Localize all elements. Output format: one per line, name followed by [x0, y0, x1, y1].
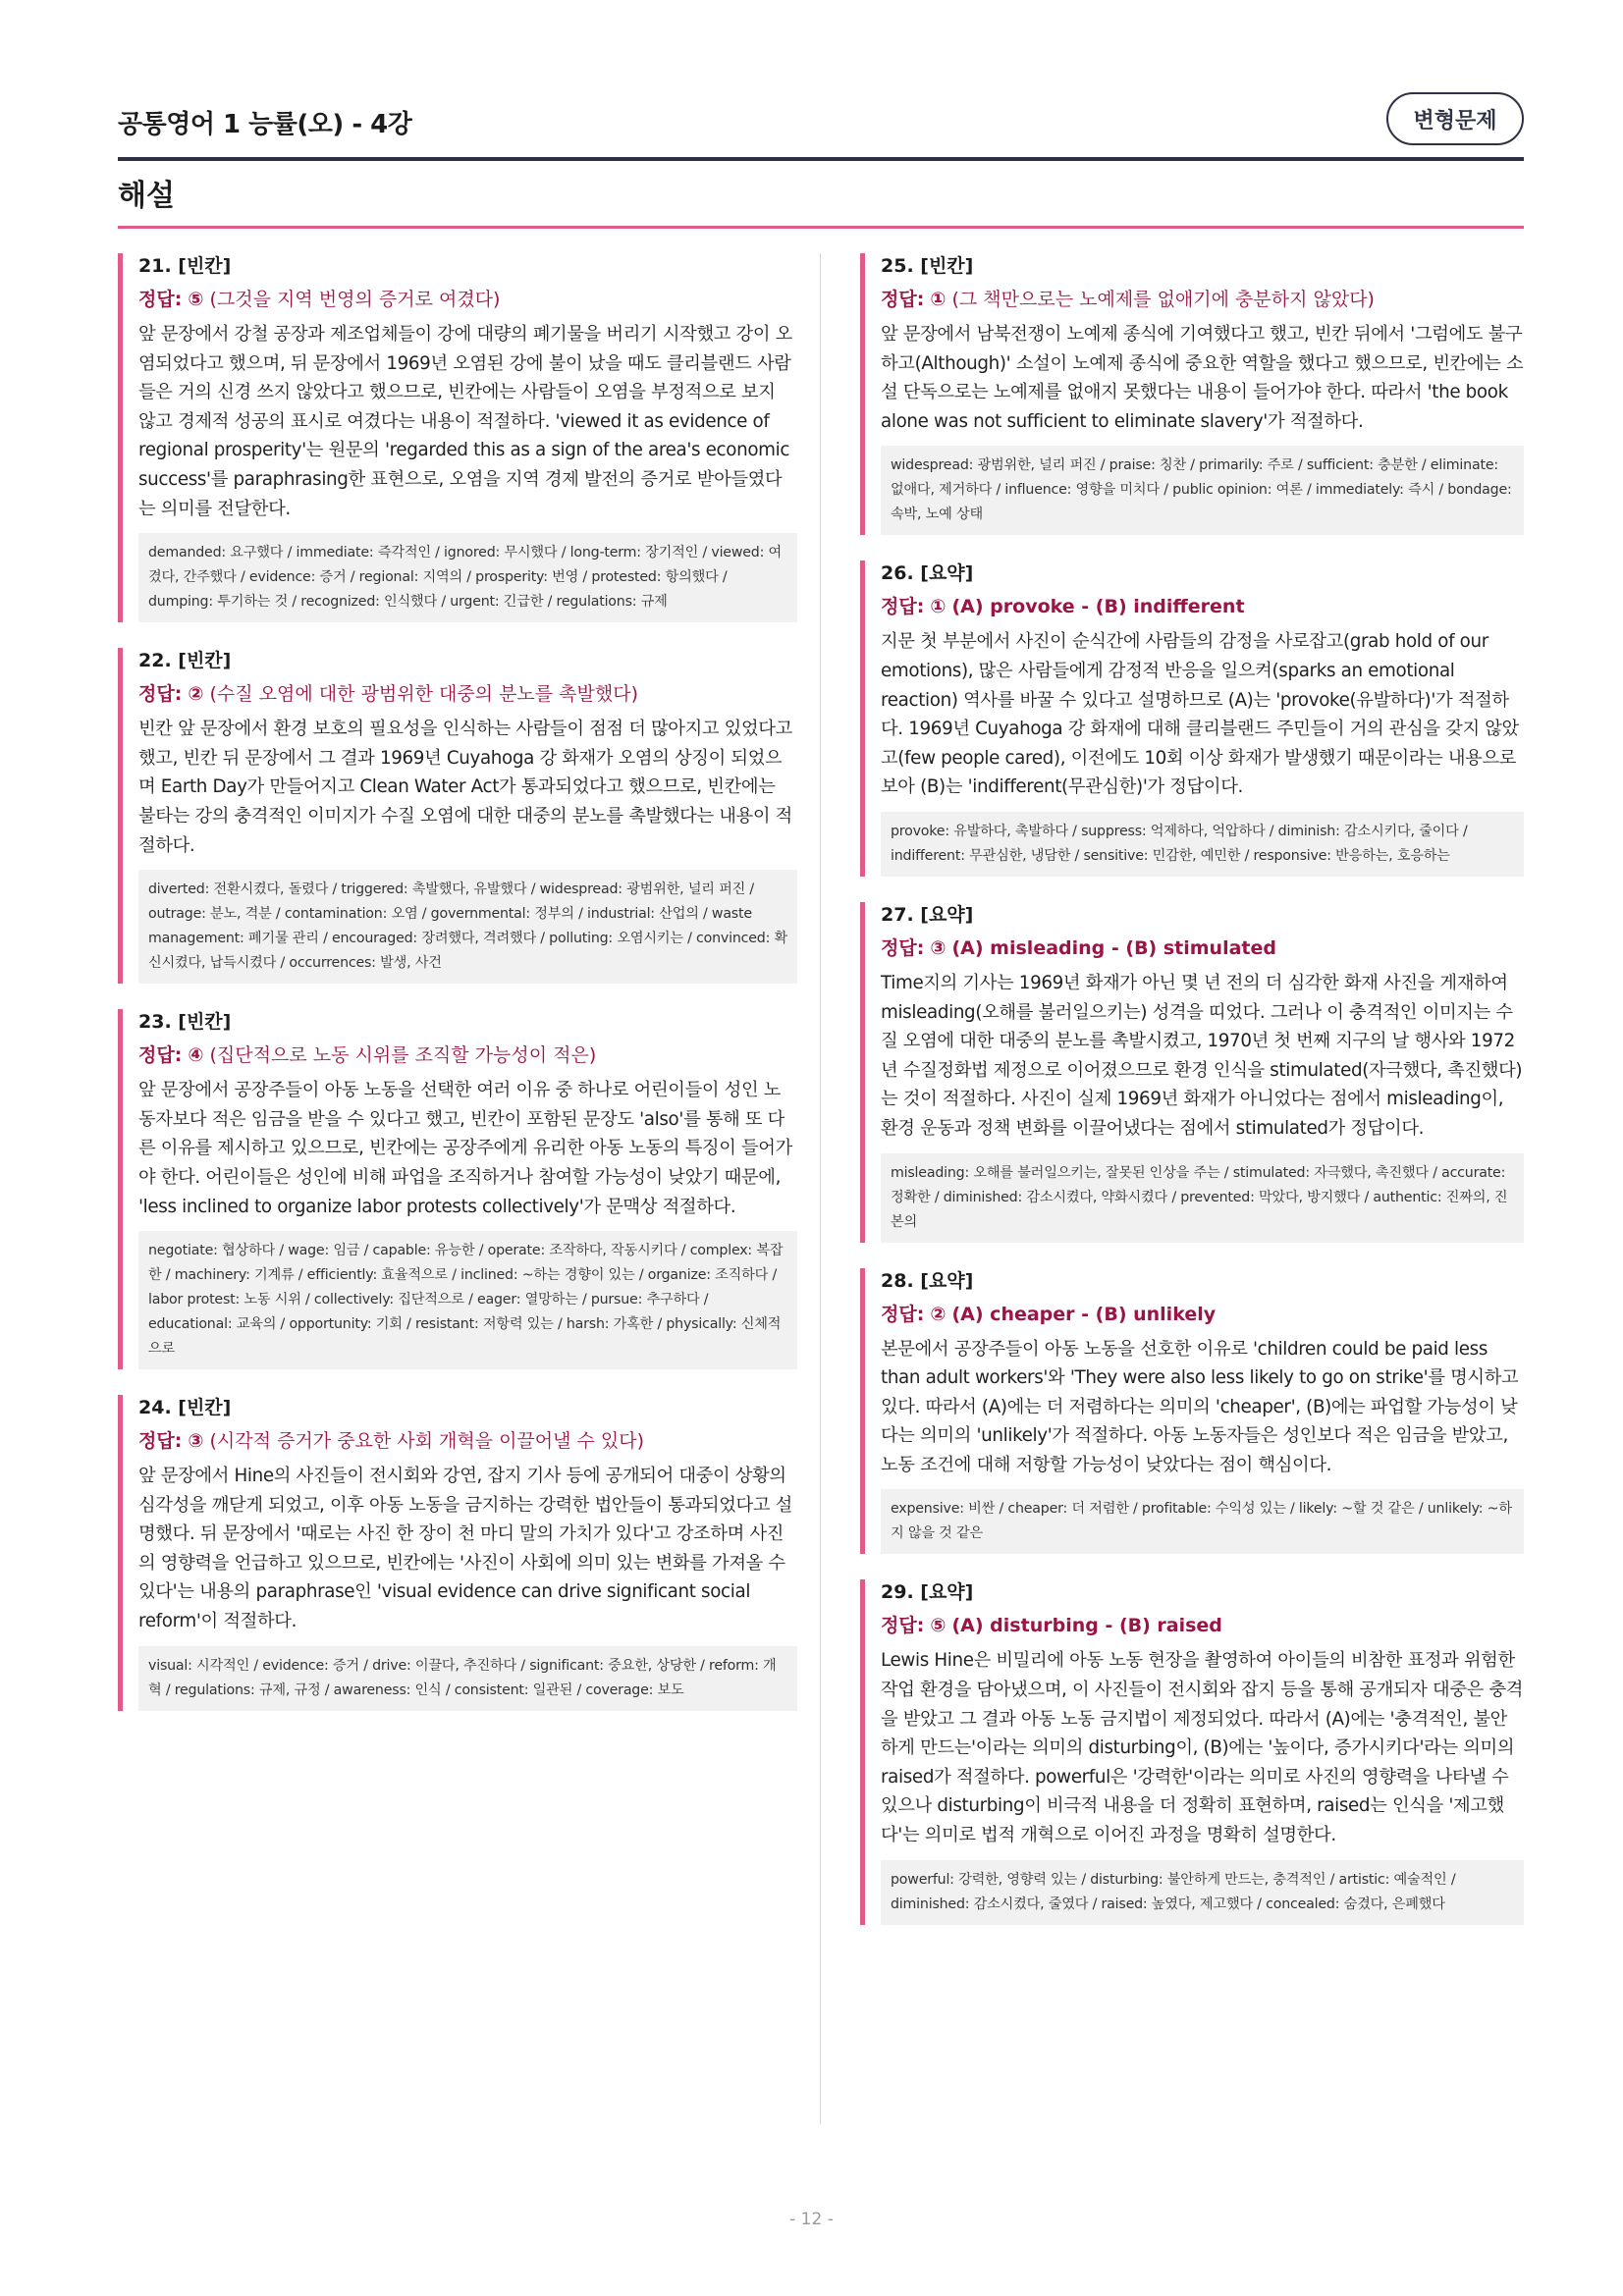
answer-label: 정답: — [138, 1430, 183, 1453]
question-heading: 23. [빈칸] — [138, 1011, 232, 1034]
explanation-text: Lewis Hine은 비밀리에 아동 노동 현장을 촬영하여 아이들의 비참한 표정과 위험한 작업 환경을 담아냈으며, 이 사진들이 전시회와 잡지 등을 통해 공개되자 대중은 충격을 받았고 그 결과 아동 노동 금지법이 제정되었다. 따라서 (A)에는 '충격적인, 불안하게 만드는'이라는 의미의 disturbing이, (B)에는 '높이다, 증가시키다'라는 의미의 raised가 적절하다. powerful은 '강력한'이라는 의미로 사진의 영향력을 나타낼 수 있으나 disturbing이 비극적 내용을 더 정확히 표현하며, raised는 인식을 '제고했다'는 의미로 법적 개혁으로 이어진 과정을 명확히 설명한다. — [881, 1650, 1524, 1846]
question-heading: 29. [요약] — [881, 1581, 974, 1604]
answer-label: 정답: — [881, 1615, 925, 1637]
page-header — [118, 92, 1524, 161]
explanation-text: 앞 문장에서 Hine의 사진들이 전시회와 강연, 잡지 기사 등에 공개되어 대중이 상황의 심각성을 깨닫게 되었고, 이후 아동 노동을 금지하는 강력한 법안들이 통과되었다고 설명했다. 뒤 문장에서 '때로는 사진 한 장이 천 마디 말의 가치가 있다'고 강조하며 사진의 영향력을 언급하고 있으므로, 빈칸에는 '사진이 사회에 의미 있는 변화를 가져올 수 있다'는 내용의 paraphrase인 'visual evidence can drive significant social reform'이 적절하다. — [138, 1466, 792, 1632]
explanation-text: 앞 문장에서 강철 공장과 제조업체들이 강에 대량의 폐기물을 버리기 시작했고 강이 오염되었다고 했으며, 뒤 문장에서 1969년 오염된 강에 불이 났을 때도 클리블랜드 사람들은 거의 신경 쓰지 않았다고 했으므로, 빈칸에는 사람들이 오염을 부정적으로 보지 않고 경제적 성공의 표시로 여겼다는 내용이 적절하다. 'viewed it as evidence of regional prosperity'는 원문의 'regarded this as a sign of the area's economic success'를 paraphrasing한 표현으로, 오염을 지역 경제 발전의 증거로 받아들였다는 의미를 전달한다. — [138, 324, 792, 519]
answer-line — [138, 681, 797, 707]
vocab-box: demanded: 요구했다 / immediate: 즉각적인 / ignored: 무시했다 / long-term: 장기적인 / viewed: 여겼다, 간주했다 / evidence: 증거 / regional: 지역의 / prosperity: 번영 / protested: 항의했다 / dumping: 투기하는 것 / recognized: 인식했다 / urgent: 긴급한 / regulations: 규제 — [138, 533, 797, 622]
left-column — [118, 253, 797, 1736]
answer-line — [881, 1302, 1524, 1327]
question-block-29 — [860, 1579, 1524, 1924]
answer-text: (그것을 지역 번영의 증거로 여겼다) — [209, 289, 501, 310]
vocab-box: widespread: 광범위한, 널리 퍼진 / praise: 칭찬 / primarily: 주로 / sufficient: 충분한 / eliminate: 없애다, 제거하다 / influence: 영향을 미치다 / public opinion: 여론 / immediately: 즉시 / bondage: 속박, 노예 상태 — [881, 446, 1524, 535]
question-block-21 — [118, 253, 797, 622]
explanation-text: 앞 문장에서 남북전쟁이 노예제 종식에 기여했다고 했고, 빈칸 뒤에서 '그럼에도 불구하고(Although)' 소설이 노예제 종식에 중요한 역할을 했다고 했으므로, 빈칸에는 소설 단독으로는 노예제를 없애지 못했다는 내용이 들어가야 한다. 따라서 'the book alone was not sufficient to eliminate slavery'가 적절하다. — [881, 324, 1524, 432]
question-block-23 — [118, 1009, 797, 1369]
answer-text: (A) disturbing - (B) raised — [951, 1615, 1222, 1637]
question-block-24 — [118, 1395, 797, 1711]
answer-number: ⑤ — [930, 1615, 947, 1637]
answer-text: (그 책만으로는 노예제를 없애기에 충분하지 않았다) — [951, 289, 1375, 310]
explanation-text: 지문 첫 부분에서 사진이 순식간에 사람들의 감정을 사로잡고(grab hold of our emotions), 많은 사람들에게 감정적 반응을 일으켜(sparks an emotional reaction) 역사를 바꿀 수 있다고 설명하므로 (A)는 'provoke(유발하다)'가 적절하다. 1969년 Cuyahoga 강 화재에 대해 클리블랜드 주민들이 거의 관심을 갖지 않았고(few people cared), 이전에도 10회 이상 화재가 발생했기 때문이라는 내용으로 보아 (B)는 'indifferent(무관심한)'가 정답이다. — [881, 631, 1519, 798]
question-block-26 — [860, 561, 1524, 877]
question-heading: 24. [빈칸] — [138, 1397, 232, 1419]
answer-label: 정답: — [881, 289, 925, 310]
answer-text: (A) cheaper - (B) unlikely — [951, 1303, 1217, 1325]
answer-label: 정답: — [138, 683, 183, 706]
question-heading: 22. [빈칸] — [138, 650, 232, 672]
vocab-box: provoke: 유발하다, 촉발하다 / suppress: 억제하다, 억압하다 / diminish: 감소시키다, 줄이다 / indifferent: 무관심한, 냉담한 / sensitive: 민감한, 예민한 / responsive: 반응하는, 호응하는 — [881, 812, 1524, 877]
answer-line — [138, 287, 797, 312]
answer-number: ① — [930, 596, 947, 618]
answer-line — [881, 935, 1524, 961]
vocab-box: visual: 시각적인 / evidence: 증거 / drive: 이끌다, 추진하다 / significant: 중요한, 상당한 / reform: 개혁 / regulations: 규제, 규정 / awareness: 인식 / consistent: 일관된 / coverage: 보도 — [138, 1646, 797, 1711]
section-title: 해설 — [118, 171, 1524, 229]
page-number: - 12 - — [789, 2210, 834, 2229]
answer-label: 정답: — [881, 1303, 925, 1325]
answer-line — [138, 1428, 797, 1454]
explanation-text: 앞 문장에서 공장주들이 아동 노동을 선택한 여러 이유 중 하나로 어린이들이 성인 노동자보다 적은 임금을 받을 수 있다고 했고, 빈칸이 포함된 문장도 'also'를 통해 또 다른 이유를 제시하고 있으므로, 빈칸에는 공장주에게 유리한 아동 노동의 특징이 들어가야 한다. 어린이들은 성인에 비해 파업을 조직하거나 참여할 가능성이 낮았기 때문에, 'less inclined to organize labor protests collectively'가 문맥상 적절하다. — [138, 1080, 792, 1217]
answer-text: (A) provoke - (B) indifferent — [951, 596, 1245, 618]
explanation-text: 본문에서 공장주들이 아동 노동을 선호한 이유로 'children could be paid less than adult workers'와 'They were also less likely to go on strike'를 명시하고 있다. 따라서 (A)에는 더 저렴하다는 의미의 'cheaper', (B)에는 파업할 가능성이 낮다는 의미의 'unlikely'가 적절하다. 아동 노동자들은 성인보다 적은 임금을 받았고, 노동 조건에 대해 저항할 가능성이 낮았다는 점이 핵심이다. — [881, 1338, 1519, 1475]
answer-label: 정답: — [138, 289, 183, 310]
answer-number: ⑤ — [188, 289, 204, 310]
answer-text: (시각적 증거가 중요한 사회 개혁을 이끌어낼 수 있다) — [209, 1430, 645, 1453]
answer-number: ④ — [188, 1044, 204, 1067]
answer-line — [881, 1613, 1524, 1638]
question-heading: 26. [요약] — [881, 562, 974, 585]
vocab-box: misleading: 오해를 불러일으키는, 잘못된 인상을 주는 / stimulated: 자극했다, 촉진했다 / accurate: 정확한 / diminished: 감소시켰다, 약화시켰다 / prevented: 막았다, 방지했다 / authentic: 진짜의, 진본의 — [881, 1153, 1524, 1243]
question-heading: 25. [빈칸] — [881, 255, 974, 277]
document-title: 공통영어 1 능률(오) - 4강 — [118, 110, 412, 139]
right-column — [860, 253, 1524, 1950]
question-heading: 28. [요약] — [881, 1269, 974, 1292]
question-block-25 — [860, 253, 1524, 535]
answer-label: 정답: — [881, 936, 925, 959]
column-divider — [820, 253, 821, 2124]
answer-text: (A) misleading - (B) stimulated — [951, 936, 1276, 959]
answer-number: ③ — [930, 936, 947, 959]
vocab-box: diverted: 전환시켰다, 돌렸다 / triggered: 촉발했다, 유발했다 / widespread: 광범위한, 널리 퍼진 / outrage: 분노, 격분 / contamination: 오염 / governmental: 정부의 / industrial: 산업의 / waste management: 폐기물 관리 / encouraged: 장려했다, 격려했다 / polluting: 오염시키는 / convinced: 확신시켰다, 납득시켰다 / occurrences: 발생, 사건 — [138, 870, 797, 984]
answer-text: (집단적으로 노동 시위를 조직할 가능성이 적은) — [209, 1044, 597, 1067]
question-heading: 27. [요약] — [881, 903, 974, 926]
answer-number: ② — [188, 683, 204, 706]
answer-label: 정답: — [138, 1044, 183, 1067]
vocab-box: negotiate: 협상하다 / wage: 임금 / capable: 유능한 / operate: 조작하다, 작동시키다 / complex: 복잡한 / machinery: 기계류 / efficiently: 효율적으로 / inclined: ~하는 경향이 있는 / organize: 조직하다 / labor protest: 노동 시위 / collectively: 집단적으로 / eager: 열망하는 / pursue: 추구하다 / educational: 교육의 / opportunity: 기회 / resistant: 저항력 있는 / harsh: 가혹한 / physically: 신체적으로 — [138, 1231, 797, 1369]
question-block-28 — [860, 1268, 1524, 1555]
answer-number: ② — [930, 1303, 947, 1325]
question-heading: 21. [빈칸] — [138, 255, 232, 277]
answer-number: ③ — [188, 1430, 204, 1453]
explanation-text: 빈칸 앞 문장에서 환경 보호의 필요성을 인식하는 사람들이 점점 더 많아지고 있었다고 했고, 빈칸 뒤 문장에서 그 결과 1969년 Cuyahoga 강 화재가 오염의 상징이 되었으며 Earth Day가 만들어지고 Clean Water Act가 통과되었다고 했으므로, 빈칸에는 불타는 강의 충격적인 이미지가 수질 오염에 대한 대중의 분노를 촉발했다는 내용이 적절하다. — [138, 719, 792, 856]
explanation-text: Time지의 기사는 1969년 화재가 아닌 몇 년 전의 더 심각한 화재 사진을 게재하여 misleading(오해를 불러일으키는) 성격을 띠었다. 그러나 이 충격적인 이미지는 수질 오염에 대한 대중의 분노를 촉발시켰고, 1970년 첫 번째 지구의 날 행사와 1972년 수질정화법 제정으로 이어졌으므로 환경 인식을 stimulated(자극했다, 촉진했다)는 것이 적절하다. 사진이 실제 1969년 화재가 아니었다는 점에서 misleading이, 환경 운동과 정책 변화를 이끌어냈다는 점에서 stimulated가 정답이다. — [881, 972, 1523, 1139]
variant-badge: 변형문제 — [1386, 92, 1524, 145]
vocab-box: expensive: 비싼 / cheaper: 더 저렴한 / profitable: 수익성 있는 / likely: ~할 것 같은 / unlikely: ~하지 않을 것 같은 — [881, 1489, 1524, 1554]
answer-text: (수질 오염에 대한 광범위한 대중의 분노를 촉발했다) — [209, 683, 638, 706]
answer-number: ① — [930, 289, 947, 310]
answer-line — [138, 1042, 797, 1068]
question-block-22 — [118, 648, 797, 984]
answer-label: 정답: — [881, 596, 925, 618]
answer-line — [881, 287, 1524, 312]
vocab-box: powerful: 강력한, 영향력 있는 / disturbing: 불안하게 만드는, 충격적인 / artistic: 예술적인 / diminished: 감소시켰다, 줄였다 / raised: 높였다, 제고했다 / concealed: 숨겼다, 은폐했다 — [881, 1860, 1524, 1925]
question-block-27 — [860, 902, 1524, 1243]
answer-line — [881, 594, 1524, 619]
